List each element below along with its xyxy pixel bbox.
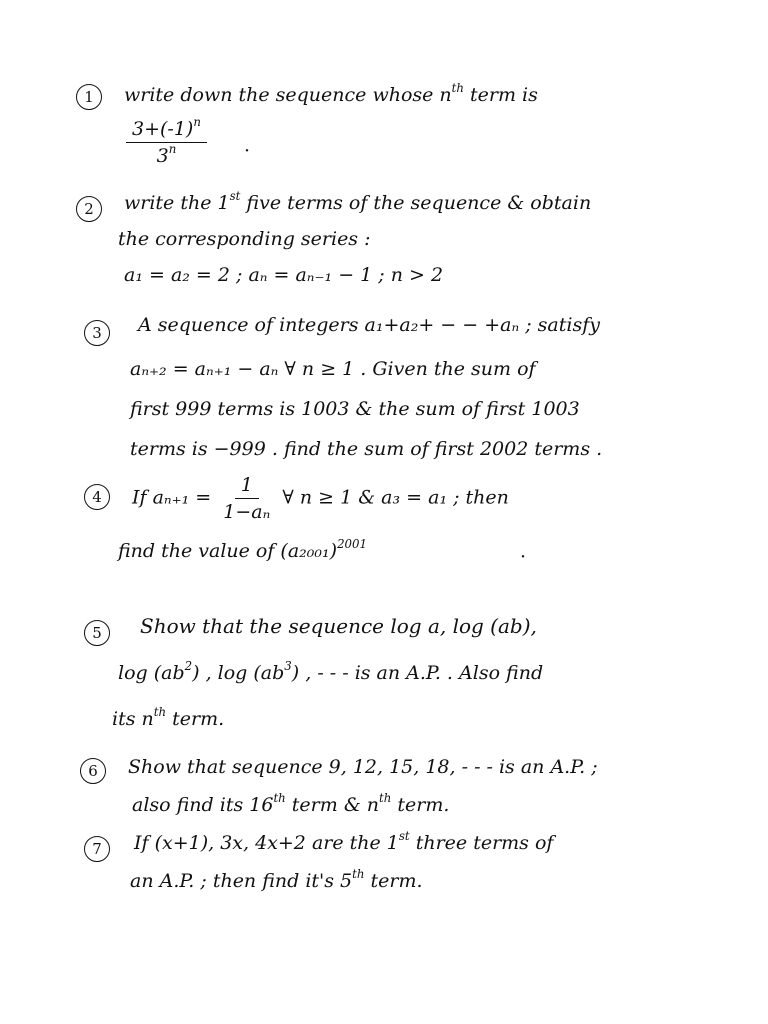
q7-line-2-b: term. [370,870,423,892]
q4-line-2-sup: 2001 [337,537,368,552]
q7-line-1-a: If (x+1), 3x, 4x+2 are the 1 [134,832,399,854]
q7-line-1-b: three terms of [415,832,554,854]
question-number-2: 2 [76,196,102,222]
q5-line-3-sup: th [153,705,167,720]
question-number-5: 5 [84,620,110,646]
q7-line-1 [134,829,554,854]
q1-text-b: term is [470,84,538,106]
question-number-7: 7 [84,836,110,862]
q7-line-2-sup: th [352,867,365,882]
q4-fraction [217,474,276,523]
q6-line-2 [132,791,450,816]
q2-line-1 [124,189,592,214]
q6-line-2-a: also find its 16 [132,794,274,816]
q3-line-2: aₙ₊₂ = aₙ₊₁ − aₙ ∀ n ≥ 1 . Given the sum of [130,358,536,380]
q6-line-2-c: term. [397,794,450,816]
question-number-4: 4 [84,484,110,510]
q1-fraction [126,115,207,167]
q6-line-2-sup-1: th [273,791,286,806]
q5-line-1: Show that the sequence log a, log (ab), [140,614,537,638]
question-number-3: 3 [84,320,110,346]
q7-line-1-sup: st [398,829,410,844]
q5-line-3-a: its n [112,708,154,730]
q1-frac-num-sup: n [193,115,201,130]
q3-line-4: terms is −999 . find the sum of first 2002 terms . [130,438,603,460]
q5-line-3 [112,705,225,730]
q1-text [124,81,538,106]
q7-line-2-a: an A.P. ; then find it's 5 [130,870,353,892]
q2-line-1-b: five terms of the sequence & obtain [246,192,592,214]
q3-line-1: A sequence of integers a₁+a₂+ − − +aₙ ; satisfy [138,314,600,336]
q4-frac-num: 1 [235,474,259,499]
question-number-6: 6 [80,758,106,784]
q5-line-2-sup-2: 3 [284,659,292,674]
q2-line-2: the corresponding series : [118,228,371,250]
q4-line-2 [118,537,368,562]
q2-line-1-sup: st [229,189,241,204]
q5-line-2-sup-1: 2 [184,659,193,674]
q5-line-2-a: log (ab [118,662,185,684]
q2-line-3: a₁ = a₂ = 2 ; aₙ = aₙ₋₁ − 1 ; n > 2 [124,264,444,286]
q5-line-2 [118,659,544,684]
q4-lead: If aₙ₊₁ = [132,486,212,509]
q6-line-1: Show that sequence 9, 12, 15, 18, - - - is an A.P. ; [128,756,598,778]
q1-frac-den-sup: n [168,142,177,157]
q6-line-2-sup-2: th [379,791,392,806]
q4-line-2-a: find the value of (a₂₀₀₁) [118,540,338,562]
q1-text-sup: th [451,81,464,96]
q1-frac-den: 3 [156,145,169,167]
q3-line-3: first 999 terms is 1003 & the sum of first 1003 [130,398,580,420]
q4-tail: ∀ n ≥ 1 & a₃ = a₁ ; then [282,486,509,509]
q6-line-2-b: term & n [291,794,380,816]
q4-line-1 [132,474,509,523]
q7-line-2 [130,867,423,892]
question-number-1: 1 [76,84,102,110]
q5-line-2-c: ) , - - - is an A.P. . Also find [291,662,544,684]
q4-dot: · [520,546,527,568]
q1-text-a: write down the sequence whose n [124,84,452,106]
q5-line-3-b: term. [172,708,225,730]
q1-dot: · [244,140,251,162]
q5-line-2-b: ) , log (ab [192,662,285,684]
q1-frac-num: 3+(-1) [132,118,194,140]
q2-line-1-a: write the 1 [124,192,230,214]
q4-frac-den: 1−aₙ [223,501,271,523]
